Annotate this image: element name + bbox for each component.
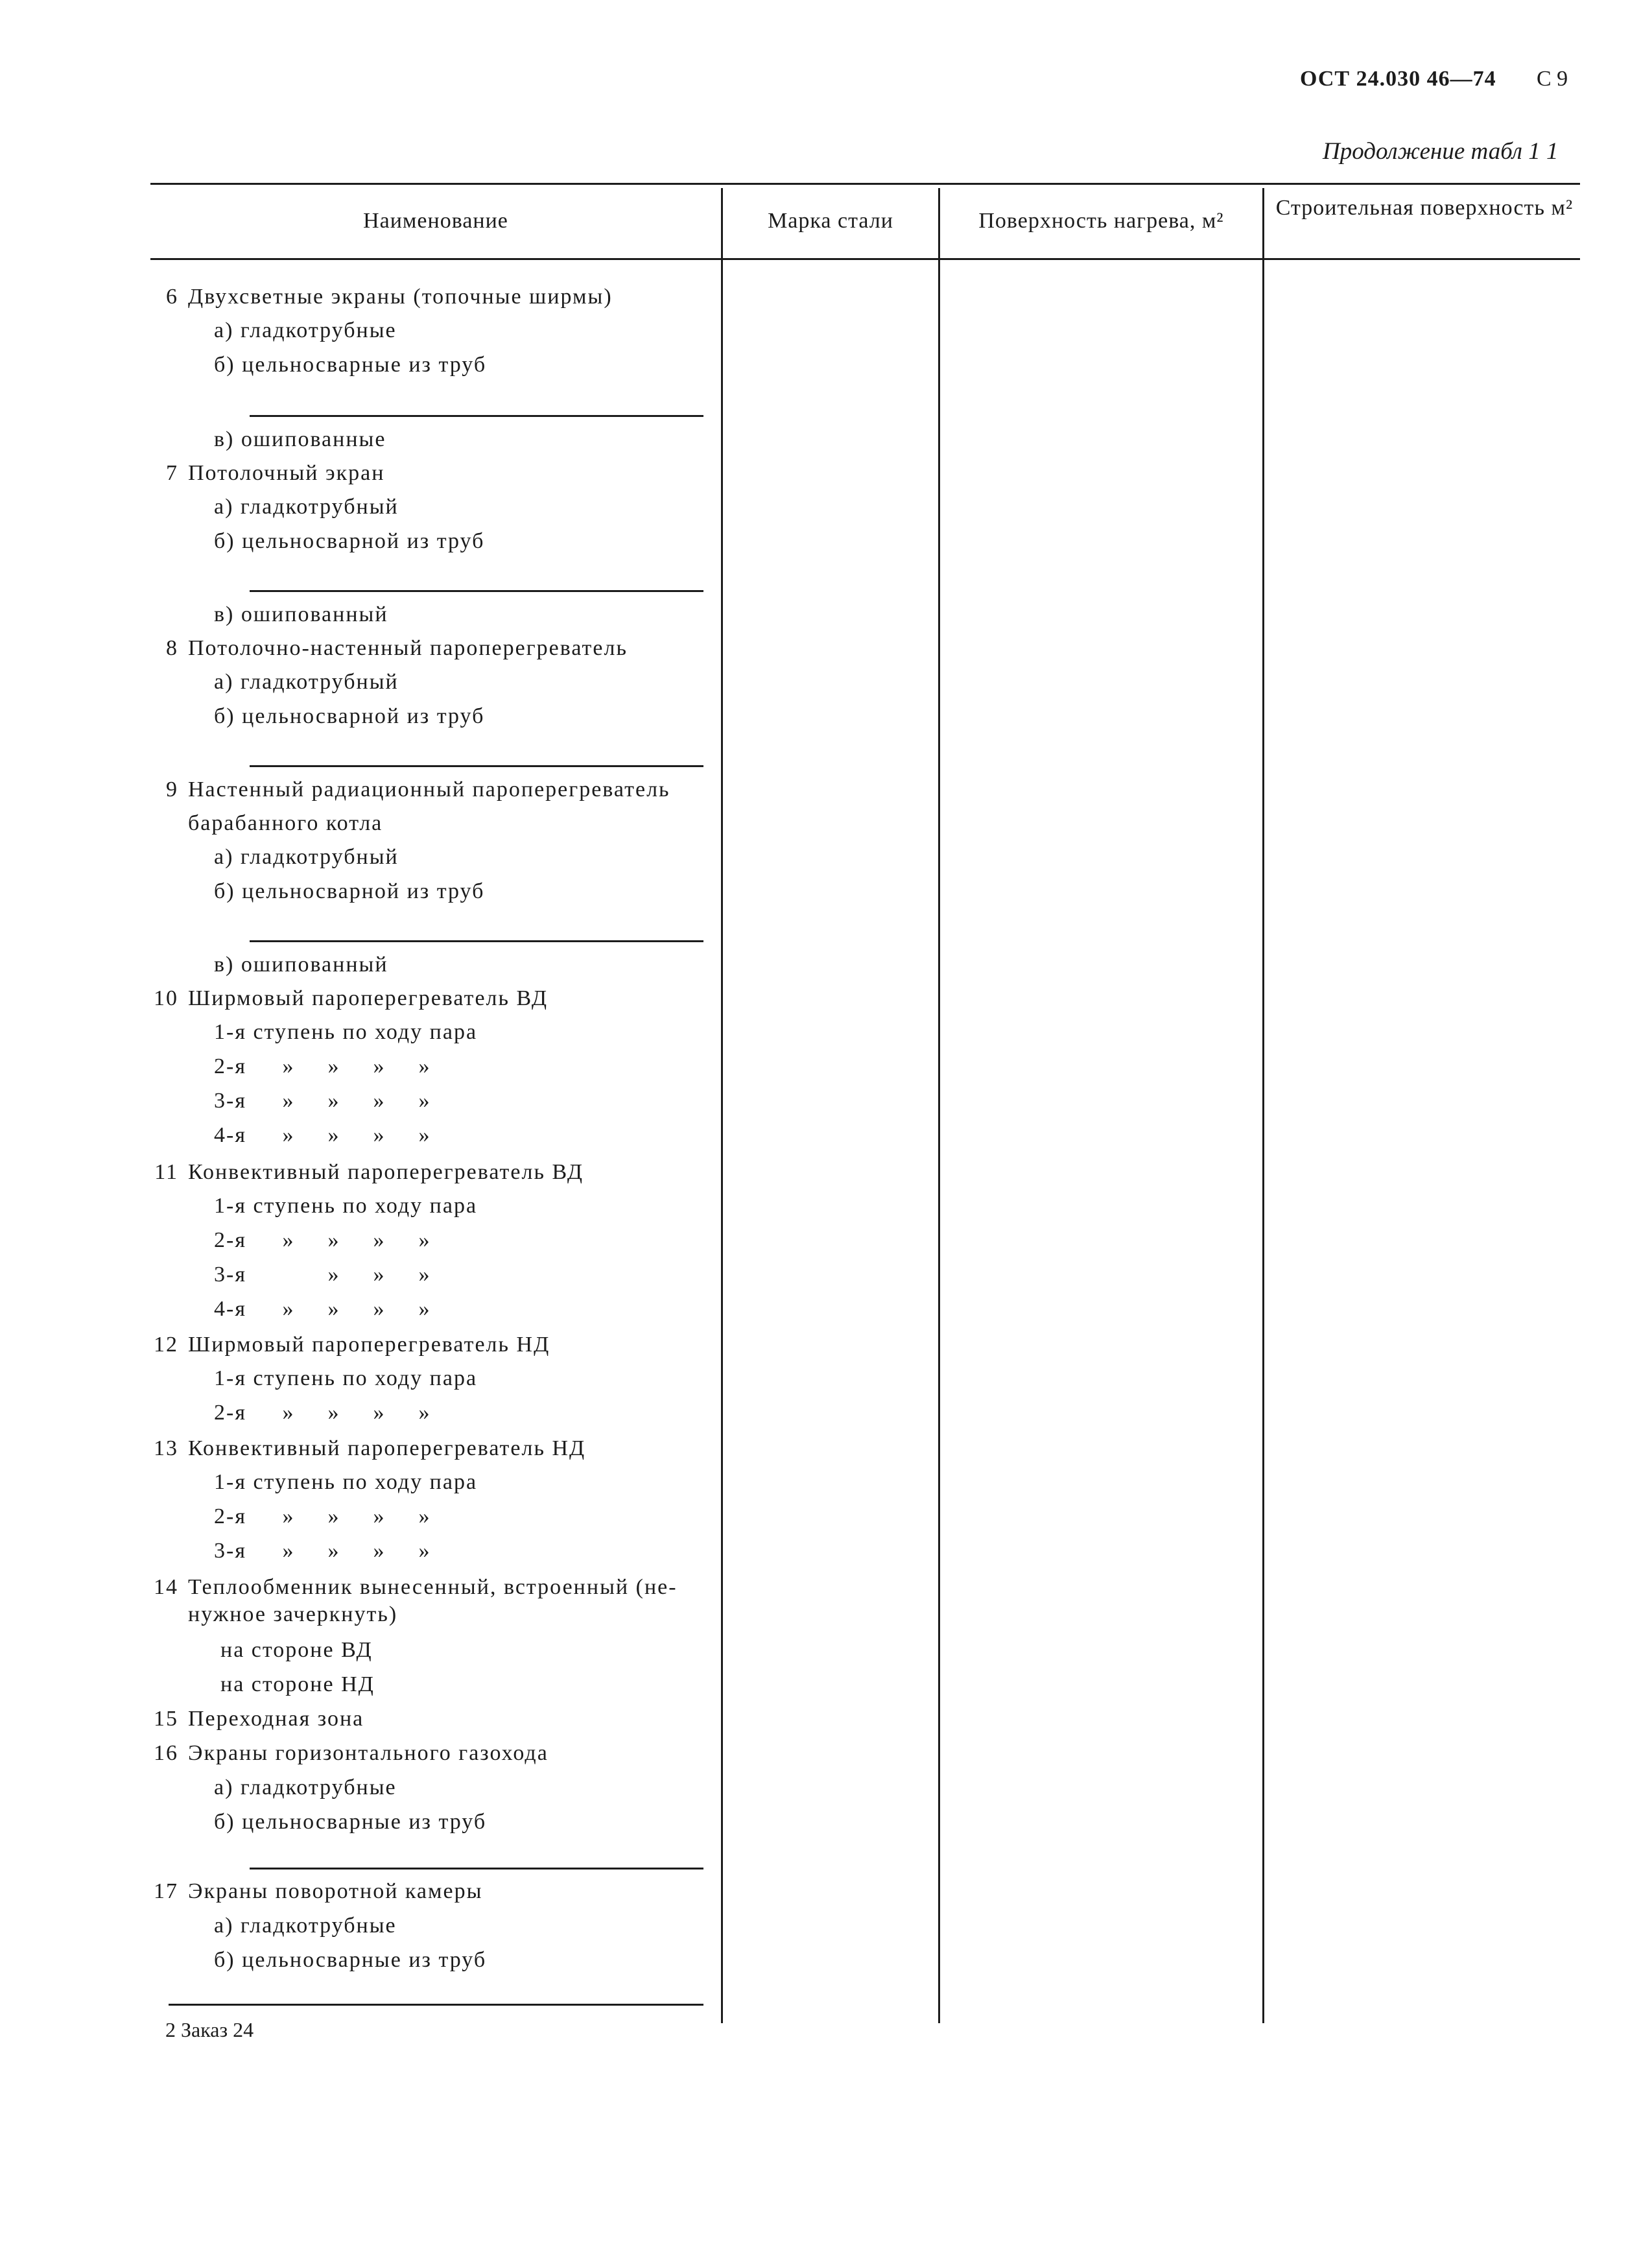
ditto-mark: » [327,1297,340,1321]
document-code: ОСТ 24.030 46—74 [1300,67,1496,91]
row-number: 13 [154,1436,178,1460]
row-label: Ширмовый пароперегреватель НД [188,1333,550,1357]
table-row [149,1228,447,1253]
row-number: 10 [154,986,178,1010]
ditto-mark: » [418,1401,431,1425]
row-number: 9 [166,777,178,801]
table-top-rule [150,183,1580,185]
table-row: б) цельносварные из труб [214,1948,487,1972]
table-row: б) цельносварной из труб [214,529,485,553]
table-row [149,1436,585,1462]
table-row: на стороне НД [220,1672,375,1696]
table-row: в) ошипованные [214,427,386,451]
column-divider-1 [721,188,723,2023]
table-row: б) цельносварной из труб [214,704,485,728]
row-label: Настенный радиационный пароперегреватель [188,777,670,801]
column-header-steel-grade: Марка стали [768,209,893,233]
table-row: 1-я ступень по ходу пара [214,1194,478,1218]
table-row: а) гладкотрубные [214,1914,397,1938]
column-divider-2 [938,188,940,2023]
ditto-mark: » [418,1263,431,1287]
ditto-mark: » [282,1228,295,1252]
ditto-mark: » [418,1228,431,1252]
row-number: 17 [154,1879,178,1903]
table-row: а) гладкотрубные [214,318,397,342]
table-row: б) цельносварные из труб [214,353,487,377]
table-header-rule [150,258,1580,260]
row-number: 7 [166,461,178,485]
table-row [149,1504,447,1530]
ditto-mark: » [282,1539,295,1563]
ditto-mark: » [327,1123,340,1147]
table-continuation-label: Продолжение табл 1 1 [1323,138,1559,165]
table-row [149,986,548,1012]
step-label: 3-я [214,1263,246,1287]
table-row: в) ошипованный [214,602,388,626]
table-row [149,1574,678,1600]
step-label: 3-я [214,1539,246,1563]
table-row [149,1262,447,1288]
ditto-mark: » [373,1263,386,1287]
row-number: 12 [154,1333,178,1357]
row-label: Потолочный экран [188,461,385,485]
table-row [149,1706,364,1732]
table-row [149,460,384,486]
step-label: 2-я [214,1401,246,1425]
table-row [149,1159,584,1185]
row-label: Теплообменник вынесенный, встроенный (не- [188,1575,678,1599]
ditto-mark: » [373,1054,386,1078]
table-row [149,1088,447,1114]
row-number: 16 [154,1741,178,1765]
ditto-mark: » [282,1054,295,1078]
row-label: Конвективный пароперегреватель НД [188,1436,586,1460]
print-order-footer: 2 Заказ 24 [165,2018,254,2041]
blank-entry-line [250,590,703,592]
ditto-mark: » [327,1054,340,1078]
ditto-mark: » [373,1228,386,1252]
row-label: Двухсветные экраны (топочные ширмы) [188,285,613,309]
ditto-mark: » [282,1504,295,1528]
step-label: 2-я [214,1504,246,1528]
table-row [149,1054,447,1080]
row-label: Переходная зона [188,1707,364,1731]
ditto-mark: » [327,1539,340,1563]
ditto-mark: » [418,1504,431,1528]
row-number: 6 [166,285,178,309]
row-number: 11 [154,1160,178,1184]
table-row: а) гладкотрубный [214,495,399,519]
table-row: барабанного котла [188,811,383,835]
ditto-mark: » [327,1263,340,1287]
ditto-mark: » [418,1123,431,1147]
row-label: Конвективный пароперегреватель ВД [188,1160,584,1184]
column-divider-3 [1262,188,1264,2023]
step-label: 2-я [214,1228,246,1252]
table-row [149,1332,550,1358]
ditto-mark: » [327,1401,340,1425]
table-row: 1-я ступень по ходу пара [214,1470,478,1494]
row-label: Экраны горизонтального газохода [188,1741,549,1765]
row-label: Ширмовый пароперегреватель ВД [188,986,549,1010]
row-number: 14 [154,1575,178,1599]
table-row: нужное зачеркнуть) [188,1602,398,1626]
row-number: 8 [166,636,178,660]
ditto-mark: » [373,1504,386,1528]
step-label: 4-я [214,1123,246,1147]
ditto-mark: » [418,1054,431,1078]
ditto-mark: » [282,1297,295,1321]
table-row: в) ошипованный [214,953,388,977]
ditto-mark: » [373,1123,386,1147]
table-row: б) цельносварной из труб [214,879,485,903]
ditto-mark: » [282,1123,295,1147]
table-row [149,1538,447,1564]
ditto-mark: » [373,1297,386,1321]
step-label: 2-я [214,1054,246,1078]
ditto-mark: » [418,1297,431,1321]
table-row: а) гладкотрубные [214,1775,397,1799]
step-label: 3-я [214,1089,246,1113]
column-header-construction-surface: Строительная поверхность м² [1275,196,1574,220]
table-row: б) цельносварные из труб [214,1810,487,1834]
ditto-mark: » [282,1401,295,1425]
blank-entry-line [250,1868,703,1869]
row-number: 15 [154,1707,178,1731]
ditto-mark: » [373,1089,386,1113]
table-row: 1-я ступень по ходу пара [214,1366,478,1390]
page-number: С 9 [1537,67,1568,91]
blank-entry-line [250,415,703,417]
table-row: а) гладкотрубный [214,845,399,869]
ditto-mark: » [373,1539,386,1563]
table-row [149,1400,447,1426]
table-row [149,635,628,661]
ditto-mark: » [327,1504,340,1528]
ditto-mark: » [282,1089,295,1113]
table-row [149,1122,447,1148]
column-header-name: Наименование [363,209,508,233]
table-row [149,1296,447,1322]
step-label: 4-я [214,1297,246,1321]
table-row [149,777,670,803]
ditto-mark: » [418,1089,431,1113]
table-row [149,1740,549,1766]
ditto-mark: » [327,1228,340,1252]
table-row: 1-я ступень по ходу пара [214,1020,478,1044]
table-bottom-rule [169,2004,703,2006]
row-label: Экраны поворотной камеры [188,1879,483,1903]
table-row: а) гладкотрубный [214,670,399,694]
blank-entry-line [250,940,703,942]
blank-entry-line [250,765,703,767]
column-header-heating-surface: Поверхность нагрева, м² [978,209,1224,233]
table-row: на стороне ВД [220,1638,373,1662]
ditto-mark: » [373,1401,386,1425]
row-label: Потолочно-настенный пароперегреватель [188,636,628,660]
ditto-mark: » [418,1539,431,1563]
table-row [149,284,613,310]
table-row [149,1879,482,1905]
ditto-mark: » [327,1089,340,1113]
